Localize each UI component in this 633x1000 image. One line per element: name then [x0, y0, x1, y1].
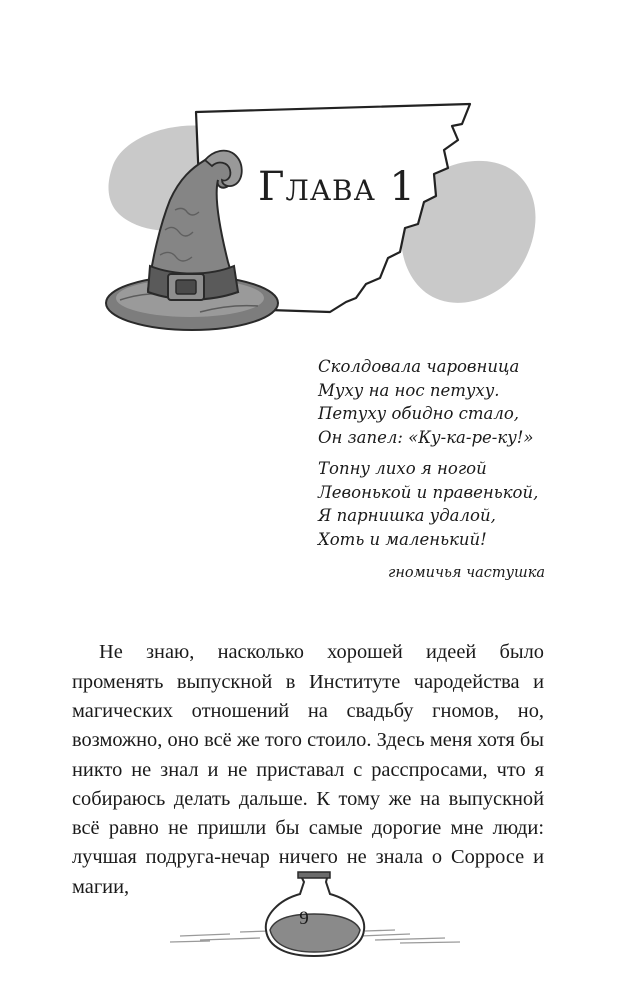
- epigraph-stanza: [318, 457, 618, 551]
- epigraph-line: Я парнишка удалой,: [318, 506, 496, 525]
- epigraph-source: гномичья частушка: [388, 565, 546, 581]
- epigraph-line: Он запел: «Ку-ка-ре-ку!»: [318, 427, 534, 447]
- epigraph: [318, 355, 618, 559]
- page-number: 9: [299, 908, 309, 929]
- epigraph-line: Левонькой и правенькой,: [318, 482, 539, 502]
- epigraph-line: Хоть и маленький!: [318, 529, 487, 549]
- epigraph-line: Топну лихо я ногой: [318, 459, 487, 478]
- body-paragraph: Не знаю, насколько хорошей идеей было променять выпускной в Институте чародейства и магических отношений на свадьбу гномов, но, возможно, оно всё же того стоило. Здесь меня хотя бы никто не знал и не приставал с расспросами, что я собираюсь делать дальше. К тому же на выпускной всё равно не пришли бы самые дорогие мне люди: лучшая подруга-нечар ничего не знала о Сорросе и магии,: [72, 641, 544, 898]
- epigraph-line: Муху на нос петуху.: [318, 380, 500, 400]
- chapter-title: Глава 1: [258, 164, 416, 210]
- epigraph-line: Сколдовала чаровница: [318, 357, 520, 376]
- page-number-ornament: [160, 868, 480, 958]
- epigraph-line: Петуху обидно стало,: [318, 404, 520, 423]
- epigraph-stanza: [318, 355, 618, 449]
